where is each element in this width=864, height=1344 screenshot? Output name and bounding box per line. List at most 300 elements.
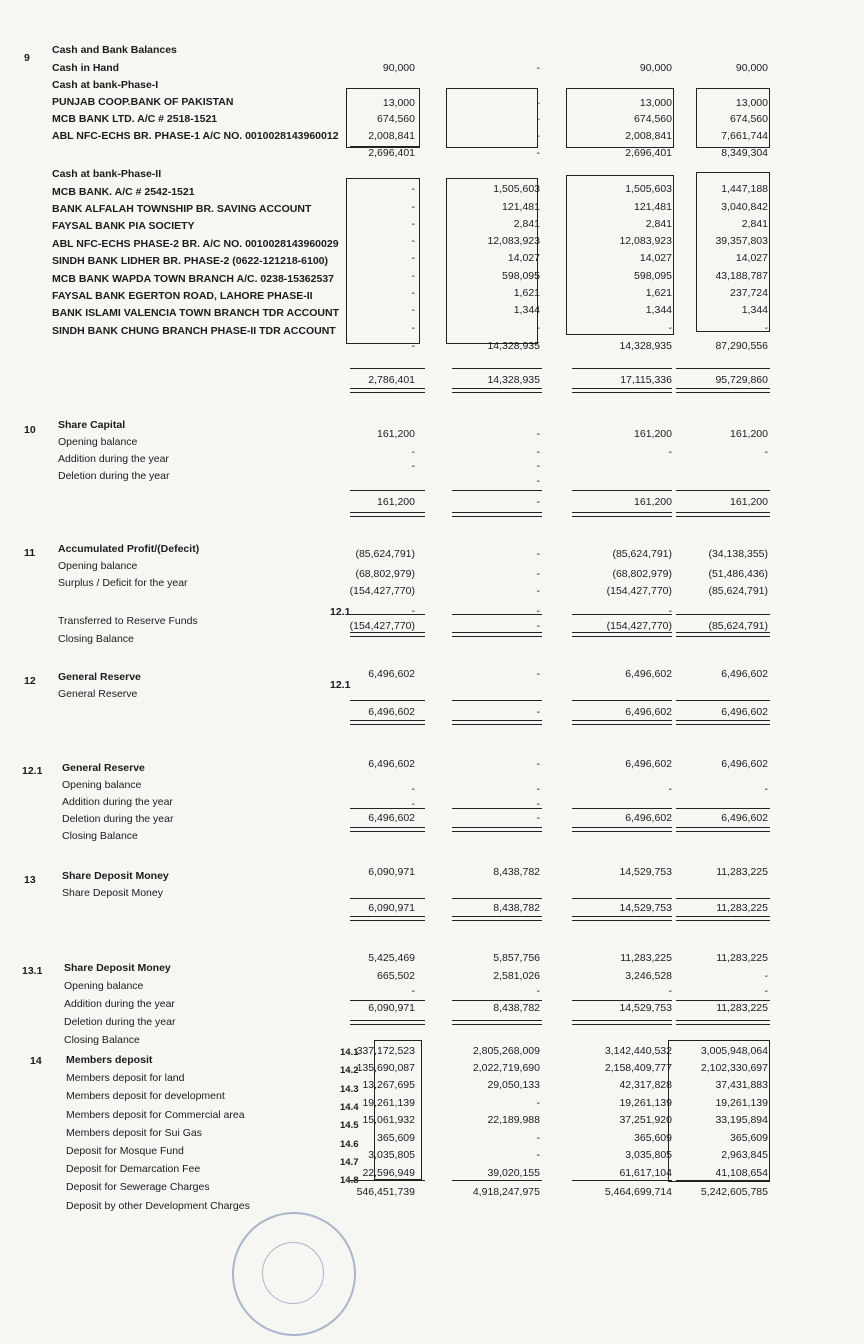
note-9-title: Cash and Bank Balances [52, 44, 177, 56]
note10-total-bottom-rule4-double [676, 516, 770, 517]
note10-row3-col1: - [411, 460, 415, 472]
note121-row4-col2: - [536, 812, 540, 824]
note10-label-0: Share Capital [58, 419, 126, 431]
mcb-2518-label: MCB BANK LTD. A/C # 2518-1521 [52, 113, 218, 125]
note10-total-bottom-rule4 [676, 512, 770, 513]
note11-close-bottom-rule2 [452, 632, 542, 633]
note13-total-top-rule1 [350, 898, 425, 899]
note131-row4-col1: 6,090,971 [368, 1002, 415, 1014]
note14-row2-col3: 2,158,409,777 [604, 1062, 672, 1074]
phase2-row8-col3: 1,344 [645, 304, 672, 316]
note14-ref-3: 14.4 [340, 1101, 359, 1113]
note14-ref-2: 14.3 [340, 1083, 359, 1095]
note11-row4-col2: - [536, 605, 540, 617]
note11-label-0: Accumulated Profit/(Defecit) [58, 543, 200, 555]
phase2-label-6: MCB BANK WAPDA TOWN BRANCH A/C. 0238-15362537 [52, 273, 335, 285]
phase2-row8-col1: - [411, 304, 415, 316]
note-13-number: 13 [24, 874, 36, 886]
note14-row7-col3: 3,035,805 [625, 1149, 672, 1161]
note14-row1-col2: 2,805,268,009 [472, 1045, 540, 1057]
note131-row2-col2: 2,581,026 [493, 970, 540, 982]
note14-row5-col1: 15,061,932 [362, 1114, 415, 1126]
phase2-row7-col2: 1,621 [513, 287, 540, 299]
note10-total-top-rule1 [350, 490, 425, 491]
note12-total-col4: 6,496,602 [721, 706, 768, 718]
note11-label-1: Opening balance [58, 560, 138, 572]
note14-row6-col4: 365,609 [730, 1132, 768, 1144]
phase2-row3-col2: 2,841 [513, 218, 540, 230]
note131-total-bottom-rule4 [676, 1020, 770, 1021]
note131-total-bottom-rule3 [572, 1020, 672, 1021]
note14-row1-col4: 3,005,948,064 [700, 1045, 768, 1057]
punjab-coop-label: PUNJAB COOP.BANK OF PAKISTAN [52, 96, 234, 108]
note131-total-top-rule1 [350, 1000, 425, 1001]
note11-close-bottom-rule3-double [572, 636, 672, 637]
phase2-row5-col2: 14,027 [507, 252, 540, 264]
note14-row1-col1: 337,172,523 [356, 1045, 415, 1057]
note10-total-col4: 161,200 [730, 496, 768, 508]
note12-total-col3: 6,496,602 [625, 706, 672, 718]
phase2-row8-col2: 1,344 [513, 304, 540, 316]
phase2-row3-col4: 2,841 [741, 218, 768, 230]
note9-total-top-rule1 [350, 368, 425, 369]
phase2-row1-col2: 1,505,603 [493, 183, 540, 195]
note14-ref-7: 14.8 [340, 1175, 359, 1187]
note14-label-0: Members deposit [66, 1054, 153, 1066]
note14-label-8: Deposit by other Development Charges [66, 1199, 250, 1212]
note121-label-4: Closing Balance [62, 830, 138, 842]
note10-row1-col3: 161,200 [634, 428, 672, 440]
note131-row1-col2: 5,857,756 [493, 952, 540, 964]
note10-total-bottom-rule1 [350, 512, 425, 513]
note12-total-bottom-rule4 [676, 720, 770, 721]
note9-total-bottom-rule1 [350, 388, 425, 389]
note11-label-4: Transferred to Reserve Funds [58, 615, 198, 627]
note14-total-col1: 546,451,739 [356, 1186, 415, 1198]
phase2-row4-col1: - [411, 235, 415, 247]
phase2-label-9: SINDH BANK CHUNG BRANCH PHASE-II TDR ACCOUNT [52, 325, 336, 337]
note121-label-1: Opening balance [62, 779, 142, 791]
note10-total-top-rule4 [676, 490, 770, 491]
note10-row1-col2: - [536, 428, 540, 440]
note10-label-3: Deletion during the year [58, 470, 170, 482]
phase2-row1-col1: - [411, 183, 415, 195]
note13-value-col4: 11,283,225 [716, 866, 768, 878]
note12-total-top-rule1 [350, 700, 425, 701]
note131-total-bottom-rule2 [452, 1020, 542, 1021]
note10-total-bottom-rule2 [452, 512, 542, 513]
note9-total-col4: 95,729,860 [715, 374, 768, 386]
note121-label-0: General Reserve [62, 762, 145, 774]
note12-label-1: General Reserve [58, 688, 138, 700]
note14-row8-col3: 61,617,104 [619, 1167, 672, 1179]
note14-total-top-rule1 [350, 1180, 425, 1181]
note14-row2-col4: 2,102,330,697 [700, 1062, 768, 1074]
note14-ref-5: 14.6 [340, 1138, 359, 1150]
note121-total-bottom-rule2-double [452, 831, 542, 832]
note121-total-bottom-rule1 [350, 827, 425, 828]
note10-row1-col4: 161,200 [730, 428, 768, 440]
note131-total-bottom-rule2-double [452, 1024, 542, 1025]
note131-label-0: Share Deposit Money [64, 962, 171, 974]
note13-label-1: Share Deposit Money [62, 887, 163, 899]
note11-row2-col1: (68,802,979) [355, 568, 415, 580]
phase1-row4-col4: 8,349,304 [721, 147, 768, 159]
note121-total-bottom-rule4 [676, 827, 770, 828]
cash-in-hand-col3: 90,000 [639, 62, 672, 74]
note9-total-top-rule2 [452, 368, 542, 369]
note12-total-top-rule2 [452, 700, 542, 701]
note10-row2-col2: - [536, 446, 540, 458]
note12-total-bottom-rule2-double [452, 724, 542, 725]
note-14-number: 14 [30, 1055, 42, 1067]
note11-row2-col4: (51,486,436) [708, 568, 768, 580]
note11-row1-col3: (85,624,791) [612, 548, 672, 560]
note14-ref-4: 14.5 [340, 1120, 359, 1132]
note-12-1-number: 12.1 [22, 765, 43, 777]
note11-close-bottom-rule3 [572, 632, 672, 633]
note131-label-3: Deletion during the year [64, 1016, 176, 1028]
note131-row4-col2: 8,438,782 [493, 1002, 540, 1014]
phase2-label-4: ABL NFC-ECHS PHASE-2 BR. A/C NO. 0010028143960029 [52, 238, 339, 250]
note131-label-2: Addition during the year [64, 998, 175, 1010]
note12-value-col2: - [536, 668, 540, 680]
note131-row3-col3: - [668, 985, 672, 997]
note13-total-bottom-rule2 [452, 916, 542, 917]
note131-total-bottom-rule1-double [350, 1024, 425, 1025]
note11-row2-col2: - [536, 568, 540, 580]
phase2-row2-col1: - [411, 201, 415, 213]
note9-total-bottom-rule4-double [676, 392, 770, 393]
note12-total-bottom-rule4-double [676, 724, 770, 725]
phase1-row4-col3: 2,696,401 [625, 147, 672, 159]
note14-row8-col4: 41,108,654 [715, 1167, 768, 1179]
note13-total-top-rule4 [676, 898, 770, 899]
phase2-row2-col2: 121,481 [502, 201, 540, 213]
note11-label-2: Surplus / Deficit for the year [58, 577, 188, 589]
note11-row4-col1: - [411, 605, 415, 617]
note10-total-top-rule2 [452, 490, 542, 491]
phase2-row4-col4: 39,357,803 [715, 235, 768, 247]
note12-total-top-rule4 [676, 700, 770, 701]
note9-total-bottom-rule2-double [452, 392, 542, 393]
note121-total-bottom-rule2 [452, 827, 542, 828]
note9-total-col1: 2,786,401 [368, 374, 415, 386]
note12-value-col3: 6,496,602 [625, 668, 672, 680]
note121-total-top-rule1 [350, 808, 425, 809]
phase2-row4-col3: 12,083,923 [619, 235, 672, 247]
phase2-total-col3: 14,328,935 [619, 340, 672, 352]
note131-row3-col2: - [536, 985, 540, 997]
phase2-row9-col4: - [764, 322, 768, 334]
note11-close-bottom-rule1 [350, 632, 425, 633]
note12-total-bottom-rule1 [350, 720, 425, 721]
note13-total-col2: 8,438,782 [493, 902, 540, 914]
note14-row3-col3: 42,317,828 [619, 1079, 672, 1091]
note14-label-1: Members deposit for land [66, 1072, 185, 1085]
note10-row2-col1: - [411, 446, 415, 458]
note14-row6-col1: 365,609 [377, 1132, 415, 1144]
phase2-label-5: SINDH BANK LIDHER BR. PHASE-2 (0622-121218-6100) [52, 255, 329, 267]
phase1-heading: Cash at bank-Phase-I [52, 79, 159, 91]
note131-total-bottom-rule4-double [676, 1024, 770, 1025]
note14-row7-col2: - [536, 1149, 540, 1161]
note14-ref-6: 14.7 [340, 1156, 359, 1168]
phase1-row4-col1: 2,696,401 [368, 147, 415, 159]
note14-row7-col1: 3,035,805 [368, 1149, 415, 1161]
note121-total-top-rule2 [452, 808, 542, 809]
note131-row1-col4: 11,283,225 [716, 952, 768, 964]
note14-row4-col1: 19,261,139 [362, 1097, 415, 1109]
phase1-row2-col2: - [536, 113, 540, 125]
phase2-label-3: FAYSAL BANK PIA SOCIETY [52, 220, 195, 232]
note131-label-4: Closing Balance [64, 1034, 140, 1046]
note14-row3-col4: 37,431,883 [715, 1079, 768, 1091]
note13-total-bottom-rule3 [572, 916, 672, 917]
phase2-total-col1: - [411, 340, 415, 352]
note131-total-top-rule4 [676, 1000, 770, 1001]
note-11-number: 11 [24, 547, 36, 559]
note131-total-top-rule3 [572, 1000, 672, 1001]
phase1-row2-col1: 674,560 [377, 113, 415, 125]
note121-label-3: Deletion during the year [62, 813, 174, 825]
phase2-total-col2: 14,328,935 [487, 340, 540, 352]
note121-row1-col2: - [536, 758, 540, 770]
note14-total-top-rule2 [452, 1180, 542, 1181]
note131-row4-col3: 14,529,753 [619, 1002, 672, 1014]
note14-total-col3: 5,464,699,714 [604, 1186, 672, 1198]
note12-total-bottom-rule3-double [572, 724, 672, 725]
auditor-stamp-center [262, 1242, 324, 1304]
phase2-row3-col3: 2,841 [645, 218, 672, 230]
note13-value-col3: 14,529,753 [619, 866, 672, 878]
phase2-row6-col1: - [411, 270, 415, 282]
note12-value-col4: 6,496,602 [721, 668, 768, 680]
note14-row2-col1: 135,690,087 [356, 1062, 415, 1074]
phase2-row7-col1: - [411, 287, 415, 299]
note10-total-col1: 161,200 [377, 496, 415, 508]
note121-row2-col2: - [536, 783, 540, 795]
note14-label-7: Deposit for Sewerage Charges [66, 1181, 210, 1194]
note131-total-top-rule2 [452, 1000, 542, 1001]
phase1-row2-col3: 674,560 [634, 113, 672, 125]
note11-label-5: Closing Balance [58, 633, 134, 645]
phase2-label-7: FAYSAL BANK EGERTON ROAD, LAHORE PHASE-II [52, 290, 313, 302]
note9-total-top-rule3 [572, 368, 672, 369]
note9-total-bottom-rule4 [676, 388, 770, 389]
note11-row3-col4: (85,624,791) [708, 585, 768, 597]
phase1-row1-col2: - [536, 97, 540, 109]
note121-total-bottom-rule1-double [350, 831, 425, 832]
note12-total-col1: 6,496,602 [368, 706, 415, 718]
note13-total-top-rule3 [572, 898, 672, 899]
note14-row1-col3: 3,142,440,532 [604, 1045, 672, 1057]
note14-row8-col1: 22,596,949 [362, 1167, 415, 1179]
note131-label-1: Opening balance [64, 980, 144, 992]
note14-row5-col3: 37,251,920 [619, 1114, 672, 1126]
phase2-row5-col3: 14,027 [639, 252, 672, 264]
note14-label-3: Members deposit for Commercial area [66, 1108, 245, 1121]
note13-total-col4: 11,283,225 [716, 902, 768, 914]
phase2-row5-col4: 14,027 [735, 252, 768, 264]
note-12-number: 12 [24, 675, 36, 687]
note14-row2-col2: 2,022,719,690 [472, 1062, 540, 1074]
note131-row2-col3: 3,246,528 [625, 970, 672, 982]
phase1-subtotal-rule [350, 146, 420, 147]
note11-transfer-rule-rule3 [572, 614, 672, 615]
phase1-row1-col3: 13,000 [639, 97, 672, 109]
note13-value-col2: 8,438,782 [493, 866, 540, 878]
note121-label-2: Addition during the year [62, 796, 173, 808]
note11-row1-col1: (85,624,791) [355, 548, 415, 560]
phase2-row6-col4: 43,188,787 [715, 270, 768, 282]
note121-row4-col4: 6,496,602 [721, 812, 768, 824]
note121-row4-col3: 6,496,602 [625, 812, 672, 824]
phase2-label-2: BANK ALFALAH TOWNSHIP BR. SAVING ACCOUNT [52, 203, 312, 215]
note11-close-bottom-rule2-double [452, 636, 542, 637]
note131-row2-col1: 665,502 [377, 970, 415, 982]
note11-row3-col1: (154,427,770) [349, 585, 415, 597]
note13-total-bottom-rule1 [350, 916, 425, 917]
note10-total-bottom-rule1-double [350, 516, 425, 517]
note121-row3-col2: - [536, 798, 540, 810]
note13-total-top-rule2 [452, 898, 542, 899]
phase2-row9-col1: - [411, 322, 415, 334]
note12-label-0: General Reserve [58, 671, 141, 683]
note13-total-bottom-rule3-double [572, 920, 672, 921]
note11-ref: 12.1 [330, 606, 351, 618]
note131-total-bottom-rule3-double [572, 1024, 672, 1025]
note13-total-col1: 6,090,971 [368, 902, 415, 914]
note9-total-col2: 14,328,935 [487, 374, 540, 386]
note14-ref-0: 14.1 [340, 1047, 359, 1058]
note10-total-bottom-rule3-double [572, 516, 672, 517]
note121-total-bottom-rule3 [572, 827, 672, 828]
note14-row4-col3: 19,261,139 [619, 1097, 672, 1109]
phase2-row6-col2: 598,095 [502, 270, 540, 282]
note14-row4-col2: - [536, 1097, 540, 1109]
phase2-row5-col1: - [411, 252, 415, 264]
note131-row2-col4: - [764, 970, 768, 982]
note12-total-col2: - [536, 706, 540, 718]
note14-row4-col4: 19,261,139 [715, 1097, 768, 1109]
note11-row5-col1: (154,427,770) [349, 620, 415, 632]
note-10-number: 10 [24, 424, 36, 436]
note121-total-top-rule3 [572, 808, 672, 809]
note11-transfer-rule-rule2 [452, 614, 542, 615]
note10-total-bottom-rule2-double [452, 516, 542, 517]
cash-in-hand-col1: 90,000 [382, 62, 415, 74]
note10-total-col3: 161,200 [634, 496, 672, 508]
note14-row3-col1: 13,267,695 [362, 1079, 415, 1091]
note12-ref: 12.1 [330, 679, 351, 691]
phase1-row3-col1: 2,008,841 [368, 130, 415, 142]
phase2-label-8: BANK ISLAMI VALENCIA TOWN BRANCH TDR ACCOUNT [52, 307, 339, 319]
phase2-row7-col4: 237,724 [730, 287, 768, 299]
phase2-row1-col3: 1,505,603 [625, 183, 672, 195]
phase2-row1-col4: 1,447,188 [721, 183, 768, 195]
note121-row2-col3: - [668, 783, 672, 795]
note121-row4-col1: 6,496,602 [368, 812, 415, 824]
note14-row7-col4: 2,963,845 [721, 1149, 768, 1161]
note9-total-bottom-rule3-double [572, 392, 672, 393]
note11-close-bottom-rule4-double [676, 636, 770, 637]
note11-row5-col4: (85,624,791) [708, 620, 768, 632]
note13-total-col3: 14,529,753 [619, 902, 672, 914]
note12-total-bottom-rule3 [572, 720, 672, 721]
note14-label-4: Members deposit for Sui Gas [66, 1126, 202, 1139]
note14-total-top-rule3 [572, 1180, 672, 1181]
note131-row3-col4: - [764, 985, 768, 997]
phase1-row1-col1: 13,000 [382, 97, 415, 109]
note11-close-bottom-rule4 [676, 632, 770, 633]
note13-total-bottom-rule4 [676, 916, 770, 917]
note13-label-0: Share Deposit Money [62, 870, 169, 882]
note121-row1-col3: 6,496,602 [625, 758, 672, 770]
note9-total-bottom-rule3 [572, 388, 672, 389]
phase2-row3-col1: - [411, 218, 415, 230]
note9-total-bottom-rule1-double [350, 392, 425, 393]
note14-total-top-rule4 [676, 1180, 770, 1181]
note14-total-col4: 5,242,605,785 [700, 1186, 768, 1198]
note121-row2-col1: - [411, 783, 415, 795]
note11-row2-col3: (68,802,979) [612, 568, 672, 580]
note9-total-top-rule4 [676, 368, 770, 369]
cash-in-hand-col2: - [536, 62, 540, 74]
note13-total-bottom-rule2-double [452, 920, 542, 921]
phase1-row1-col4: 13,000 [735, 97, 768, 109]
note131-row4-col4: 11,283,225 [716, 1002, 768, 1014]
note14-label-6: Deposit for Demarcation Fee [66, 1163, 201, 1176]
note11-row3-col2: - [536, 585, 540, 597]
note11-row1-col2: - [536, 548, 540, 560]
phase2-total-col4: 87,290,556 [715, 340, 768, 352]
note121-row1-col1: 6,496,602 [368, 758, 415, 770]
note9-total-col3: 17,115,336 [620, 374, 672, 386]
note10-total-col2: - [536, 496, 540, 508]
note11-row3-col3: (154,427,770) [606, 585, 672, 597]
note11-transfer-rule-rule1 [350, 614, 425, 615]
phase2-row2-col3: 121,481 [634, 201, 672, 213]
phase1-row3-col4: 7,661,744 [721, 130, 768, 142]
phase2-row4-col2: 12,083,923 [487, 235, 540, 247]
phase1-row2-col4: 674,560 [730, 113, 768, 125]
note12-total-bottom-rule1-double [350, 724, 425, 725]
note131-row3-col1: - [411, 985, 415, 997]
note14-total-col2: 4,918,247,975 [472, 1186, 540, 1198]
note11-row5-col2: - [536, 620, 540, 632]
note11-row5-col3: (154,427,770) [606, 620, 672, 632]
phase2-row7-col3: 1,621 [645, 287, 672, 299]
note14-label-5: Deposit for Mosque Fund [66, 1145, 184, 1157]
note10-row3-col2: - [536, 460, 540, 472]
note121-total-top-rule4 [676, 808, 770, 809]
phase2-row8-col4: 1,344 [741, 304, 768, 316]
note10-label-2: Addition during the year [58, 453, 169, 465]
note131-total-bottom-rule1 [350, 1020, 425, 1021]
note14-row5-col4: 33,195,894 [715, 1114, 768, 1126]
abl-phase1-label: ABL NFC-ECHS BR. PHASE-1 A/C NO. 0010028143960012 [52, 130, 339, 142]
phase2-label-1: MCB BANK. A/C # 2542-1521 [52, 186, 195, 198]
phase1-row3-col2: - [536, 130, 540, 142]
note10-total-bottom-rule3 [572, 512, 672, 513]
note14-row3-col2: 29,050,133 [487, 1079, 540, 1091]
phase1-row3-col3: 2,008,841 [625, 130, 672, 142]
note121-row3-col1: - [411, 798, 415, 810]
note12-value-col1: 6,496,602 [368, 668, 415, 680]
note10-label-1: Opening balance [58, 436, 138, 448]
note14-row5-col2: 22,189,988 [487, 1114, 540, 1126]
